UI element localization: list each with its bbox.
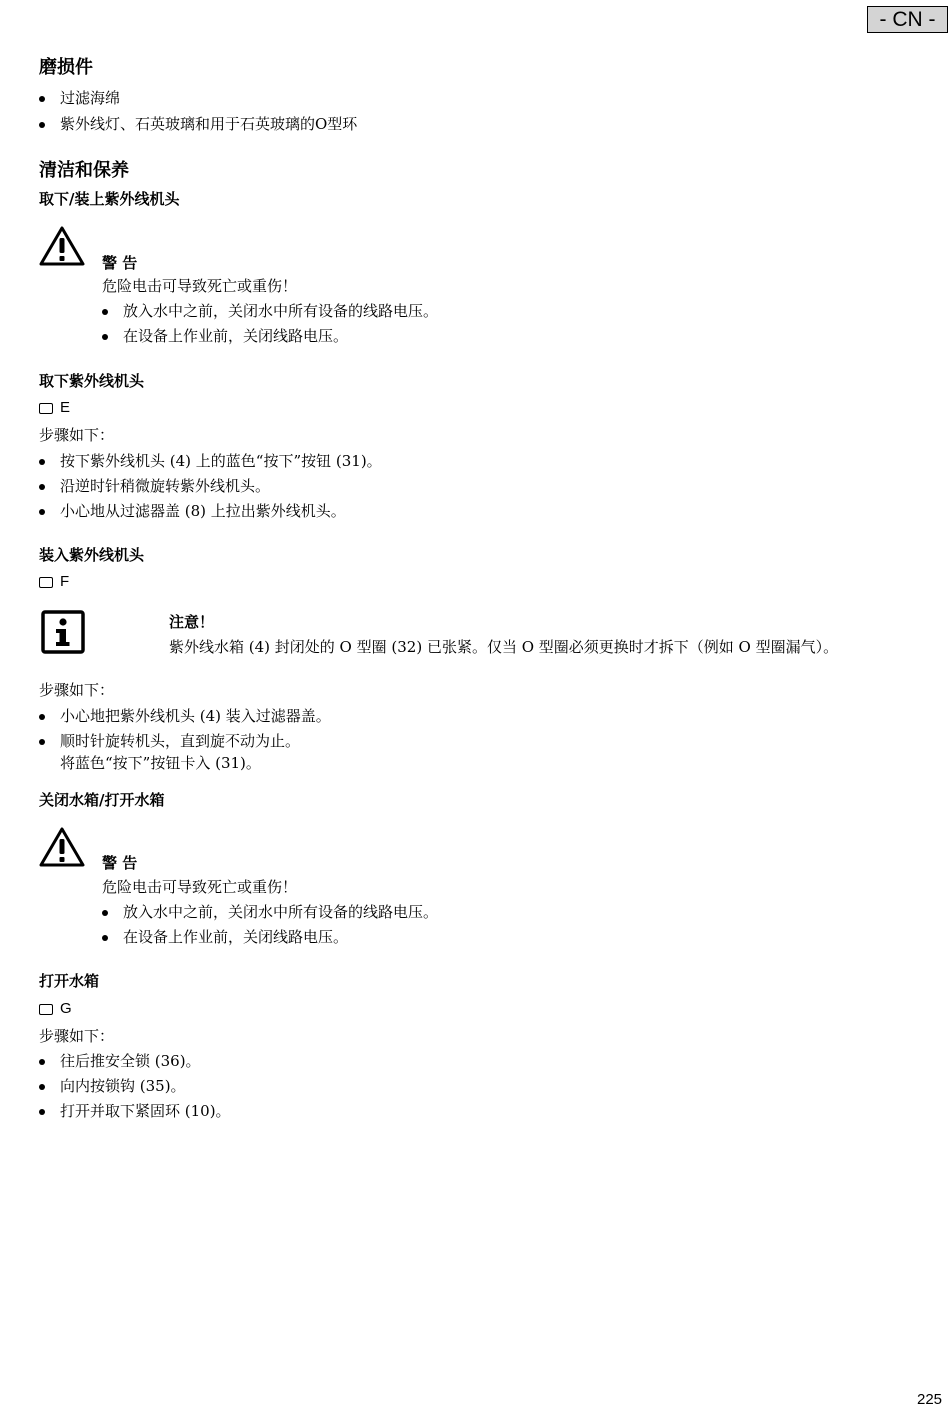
cleaning-subheading: 取下/装上紫外线机头 (39, 190, 180, 208)
bullet (39, 739, 45, 745)
bullet (39, 1109, 45, 1115)
step-item: 按下紫外线机头 (4) 上的蓝色“按下”按钮 (31)。 (60, 452, 382, 470)
bullet (39, 509, 45, 515)
figure-letter: F (60, 573, 70, 590)
warning-item: 放入水中之前，关闭水中所有设备的线路电压。 (123, 903, 439, 921)
language-tab: - CN - (867, 6, 948, 33)
step-item: 打开并取下紧固环 (10)。 (60, 1102, 231, 1120)
warning-triangle-icon (39, 826, 85, 868)
steps-intro: 步骤如下： (39, 426, 115, 444)
step-item: 向内按锁钩 (35)。 (60, 1077, 186, 1095)
bullet (102, 309, 108, 315)
figure-reference-icon (39, 1004, 53, 1015)
bullet (39, 714, 45, 720)
warning-item: 在设备上作业前，关闭线路电压。 (123, 928, 349, 946)
bullet (39, 484, 45, 490)
steps-intro: 步骤如下： (39, 1027, 115, 1045)
figure-reference (39, 398, 70, 418)
open-tank-heading: 打开水箱 (39, 972, 100, 990)
step-item: 顺时针旋转机头，直到旋不动为止。 (60, 732, 301, 750)
note-text: 紫外线水箱 (4) 封闭处的 O 型圈 (32) 已张紧。仅当 O 型圈必须更换时才拆下（例如 O 型圈漏气）。 (169, 638, 839, 656)
note-title: 注意！ (169, 613, 215, 631)
info-icon (41, 610, 85, 654)
warning-title: 警 告 (102, 854, 138, 872)
bullet (39, 459, 45, 465)
wear-part-item: 过滤海绵 (60, 89, 121, 107)
warning-title: 警 告 (102, 254, 138, 272)
warning-triangle-icon (39, 225, 85, 267)
step-item: 沿逆时针稍微旋转紫外线机头。 (60, 477, 271, 495)
bullet (39, 1059, 45, 1065)
wear-parts-heading: 磨损件 (39, 57, 93, 78)
cleaning-heading: 清洁和保养 (39, 160, 129, 181)
bullet (102, 935, 108, 941)
page-number: 225 (917, 1391, 943, 1408)
figure-reference (39, 572, 69, 592)
remove-head-heading: 取下紫外线机头 (39, 372, 145, 390)
wear-part-item: 紫外线灯、石英玻璃和用于石英玻璃的O型环 (60, 115, 358, 133)
tank-heading: 关闭水箱/打开水箱 (39, 791, 165, 809)
warning-text: 危险电击可导致死亡或重伤！ (102, 277, 298, 295)
steps-intro: 步骤如下： (39, 681, 115, 699)
warning-item: 放入水中之前，关闭水中所有设备的线路电压。 (123, 302, 439, 320)
warning-item: 在设备上作业前，关闭线路电压。 (123, 327, 349, 345)
install-head-heading: 装入紫外线机头 (39, 546, 145, 564)
step-continuation: 将蓝色“按下”按钮卡入 (31)。 (60, 754, 261, 772)
figure-letter: E (60, 399, 71, 416)
figure-reference-icon (39, 403, 53, 414)
step-item: 小心地从过滤器盖 (8) 上拉出紫外线机头。 (60, 502, 346, 520)
figure-letter: G (60, 1000, 72, 1017)
bullet (39, 96, 45, 102)
bullet (102, 910, 108, 916)
step-item: 往后推安全锁 (36)。 (60, 1052, 201, 1070)
figure-reference-icon (39, 577, 53, 588)
step-item: 小心地把紫外线机头 (4) 装入过滤器盖。 (60, 707, 331, 725)
bullet (102, 334, 108, 340)
figure-reference (39, 999, 72, 1019)
warning-text: 危险电击可导致死亡或重伤！ (102, 878, 298, 896)
bullet (39, 1084, 45, 1090)
bullet (39, 122, 45, 128)
